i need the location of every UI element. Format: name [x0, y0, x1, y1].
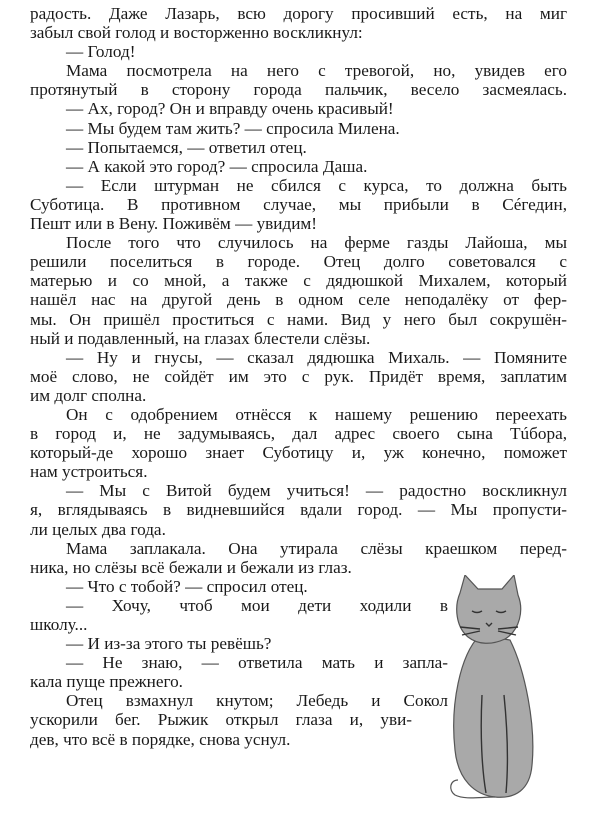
text-line: — Ах, город? Он и вправду очень красивый! [66, 99, 394, 119]
text-line: Пешт или в Вену. Поживём — увидим! [30, 214, 318, 234]
text-line: Мама посмотрела на него с тревогой, но, увидев его [66, 61, 567, 81]
text-line: кала пуще прежнего. [30, 672, 183, 692]
text-line: нашёл нас на другой день в одном селе неподалёку от фер- [30, 290, 567, 310]
text-line: дев, что всё в порядке, снова уснул. [30, 729, 291, 749]
text-line: Суботица. В противном случае, мы прибыли в Сéгедин, [30, 194, 567, 214]
text-line: школу... [30, 615, 88, 634]
cat-illustration [420, 575, 555, 805]
text-line: — Мы с Витой будем учиться! — радостно воскликнул [66, 481, 567, 501]
text-line: мы. Он пришёл проститься с нами. Вид у него был сокрушён- [30, 309, 567, 329]
text-line: ускорили бег. Рыжик открыл глаза и, уви- [30, 710, 412, 730]
text-line: — Хочу, чтоб мои дети ходили в [66, 595, 448, 615]
text-line: — И из-за этого ты ревёшь? [66, 634, 272, 654]
text-line: — А какой это город? — спросила Даша. [66, 156, 368, 176]
text-line: ный и подавленный, на глазах блестели слёзы. [30, 328, 371, 348]
text-line: ли целых два года. [30, 519, 166, 539]
text-line: забыл свой голод и восторженно воскликнул: [30, 23, 363, 43]
text-line: который-де хорошо знает Суботицу и, уж конечно, поможет [30, 443, 567, 463]
text-line: моё слово, не сойдёт им это с рук. Придёт время, заплатим [30, 366, 567, 386]
text-line: Отец взмахнул кнутом; Лебедь и Сокол [66, 691, 448, 711]
text-line: ника, но слёзы всё бежали и бежали из глаз. [30, 557, 352, 577]
text-line: им долг сполна. [30, 385, 147, 405]
text-line: Он с одобрением отнёсся к нашему решению переехать [66, 404, 567, 424]
text-line: в город и, не задумываясь, дал адрес своего сына Тúбора, [30, 424, 567, 444]
text-line: — Голод! [66, 42, 136, 62]
text-line: — Не знаю, — ответила мать и запла- [66, 653, 448, 673]
text-line: я, вглядываясь в видневшийся вдали город. — Мы пропусти- [30, 500, 567, 520]
text-line: Мама заплакала. Она утирала слёзы краешком перед- [66, 538, 567, 558]
text-line: нам устроиться. [30, 462, 148, 482]
text-line: — Ну и гнусы, — сказал дядюшка Михаль. — Помяните [66, 347, 567, 367]
text-line: матерью и со мной, а также с дядюшкой Михалем, который [30, 271, 567, 291]
text-line: решили поселиться в городе. Отец долго советовался с [30, 252, 567, 272]
text-line: — Мы будем там жить? — спросила Милена. [66, 118, 400, 138]
text-line: После того что случилось на ферме газды Лайоша, мы [66, 233, 567, 253]
text-line: — Если штурман не сбился с курса, то должна быть [66, 175, 567, 195]
text-line: протянутый в сторону города пальчик, весело засмеялась. [30, 80, 567, 100]
text-line: радость. Даже Лазарь, всю дорогу просивший есть, на миг [30, 4, 567, 23]
text-line: — Попытаемся, — ответил отец. [66, 137, 307, 157]
text-line: — Что с тобой? — спросил отец. [66, 576, 308, 596]
